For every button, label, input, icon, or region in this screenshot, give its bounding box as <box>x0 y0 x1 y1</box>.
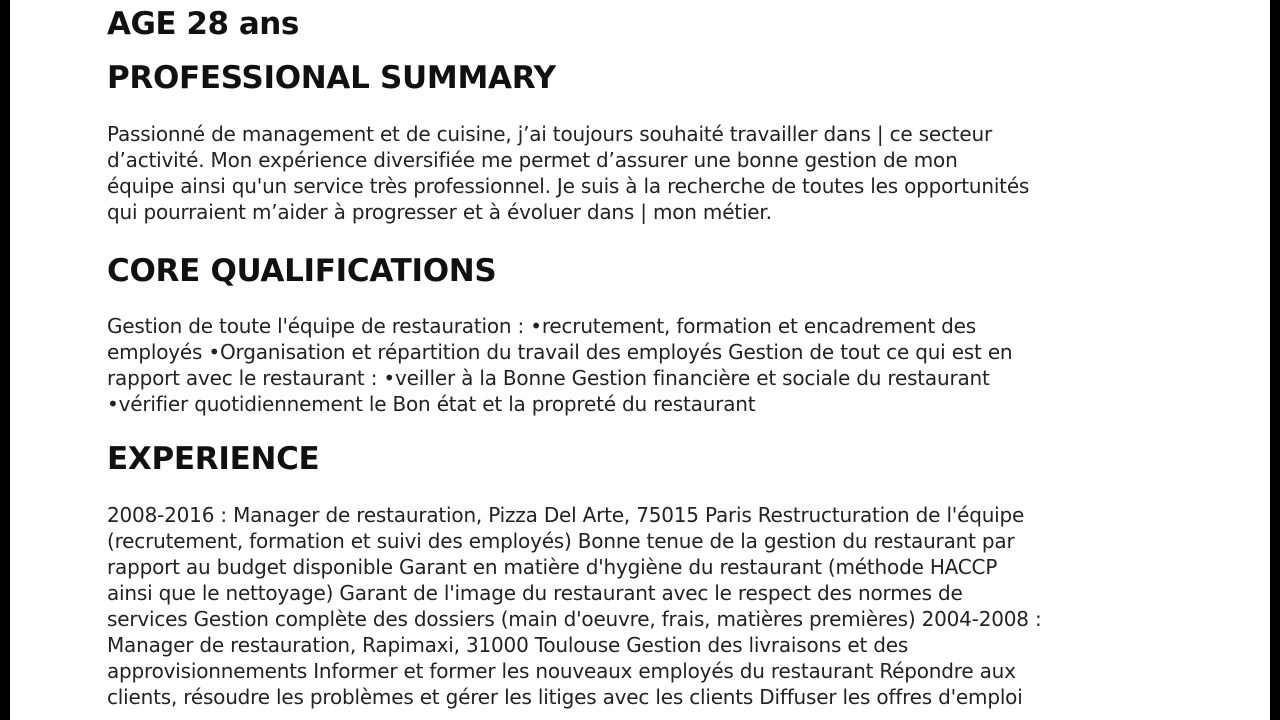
experience-line: rapport au budget disponible Garant en matière d'hygiène du restaurant (méthode HACCP <box>107 555 998 579</box>
experience-paragraph <box>107 502 1197 710</box>
core-line: Gestion de toute l'équipe de restauration : •recrutement, formation et encadrement des <box>107 314 976 338</box>
experience-line: ainsi que le nettoyage) Garant de l'image du restaurant avec le respect des normes de <box>107 581 963 605</box>
core-line: rapport avec le restaurant : •veiller à la Bonne Gestion financière et sociale du restaurant <box>107 366 990 390</box>
core-qualifications-paragraph <box>107 313 1197 417</box>
summary-line: d’activité. Mon expérience diversifiée me permet d’assurer une bonne gestion de mon <box>107 148 958 172</box>
summary-line: Passionné de management et de cuisine, j’ai toujours souhaité travailler dans | ce secteur <box>107 122 993 146</box>
experience-heading: EXPERIENCE <box>107 441 320 477</box>
summary-line: équipe ainsi qu'un service très professionnel. Je suis à la recherche de toutes les opportunités <box>107 174 1030 198</box>
experience-line: 2008-2016 : Manager de restauration, Pizza Del Arte, 75015 Paris Restructuration de l'équipe <box>107 503 1025 527</box>
experience-line: (recrutement, formation et suivi des employés) Bonne tenue de la gestion du restaurant par <box>107 529 1015 553</box>
experience-line: services Gestion complète des dossiers (main d'oeuvre, frais, matières premières) 2004-2008 : <box>107 607 1042 631</box>
experience-line: clients, résoudre les problèmes et gérer les litiges avec les clients Diffuser les offres d'emploi <box>107 685 1023 709</box>
summary-heading: PROFESSIONAL SUMMARY <box>107 60 556 96</box>
age-heading: AGE 28 ans <box>107 6 299 42</box>
core-qualifications-heading: CORE QUALIFICATIONS <box>107 253 497 289</box>
core-line: •vérifier quotidiennement le Bon état et la propreté du restaurant <box>107 392 756 416</box>
experience-line: approvisionnements Informer et former les nouveaux employés du restaurant Répondre aux <box>107 659 1016 683</box>
core-line: employés •Organisation et répartition du travail des employés Gestion de tout ce qui est en <box>107 340 1013 364</box>
experience-line: Manager de restauration, Rapimaxi, 31000 Toulouse Gestion des livraisons et des <box>107 633 909 657</box>
summary-paragraph <box>107 121 1197 225</box>
summary-line: qui pourraient m’aider à progresser et à évoluer dans | mon métier. <box>107 200 772 224</box>
